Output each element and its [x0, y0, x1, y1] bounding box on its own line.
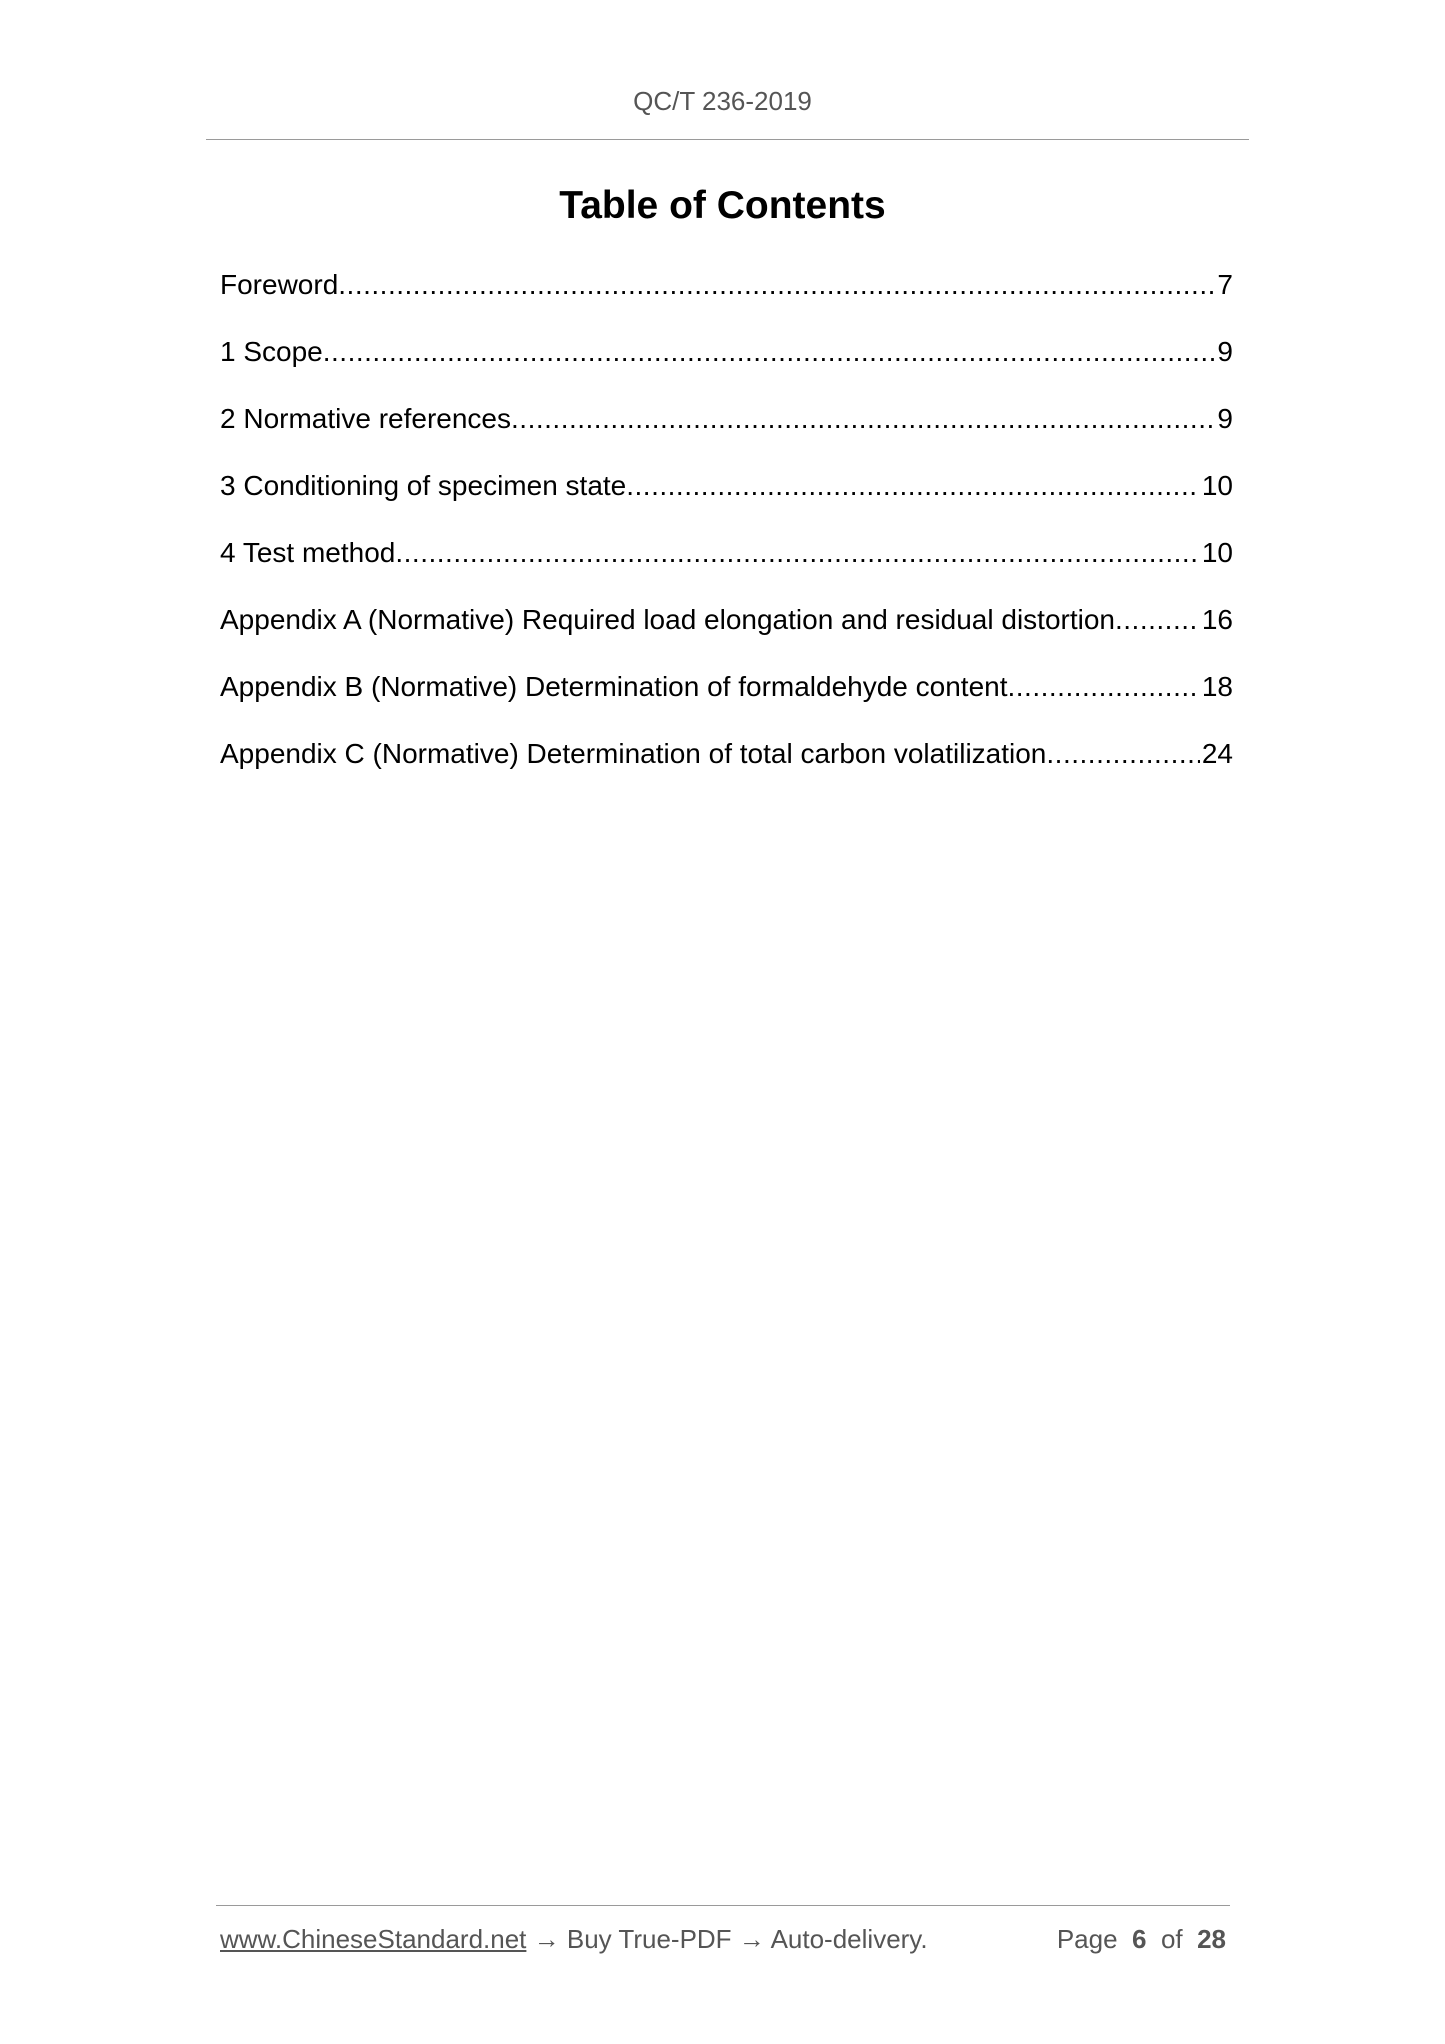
toc-entry-page: 24 — [1201, 738, 1233, 769]
site-link[interactable]: www.ChineseStandard.net — [220, 1924, 527, 1954]
toc-entry-appendix-b[interactable] — [220, 665, 1233, 732]
toc-entry-test-method[interactable] — [220, 531, 1233, 598]
toc-entry-label: 4 Test method — [220, 537, 396, 568]
toc-dot-leader — [626, 464, 1200, 508]
toc-entry-page: 16 — [1201, 604, 1233, 635]
header-divider — [206, 139, 1249, 140]
toc-list — [220, 263, 1233, 799]
toc-dot-leader — [323, 330, 1216, 374]
page-footer — [220, 1924, 1226, 1955]
toc-dot-leader — [1115, 598, 1200, 642]
toc-entry-page: 10 — [1201, 470, 1233, 501]
toc-dot-leader — [395, 531, 1199, 575]
page-word: Page — [1056, 1924, 1118, 1954]
toc-entry-appendix-a[interactable] — [220, 598, 1233, 665]
toc-entry-page: 18 — [1201, 671, 1233, 702]
toc-title: Table of Contents — [559, 184, 886, 227]
page-indicator — [1057, 1924, 1226, 1955]
toc-entry-label: 2 Normative references — [220, 403, 512, 434]
page-current: 6 — [1132, 1924, 1147, 1954]
page-total: 28 — [1197, 1924, 1226, 1954]
toc-dot-leader — [1046, 732, 1199, 776]
toc-entry-label: 1 Scope — [220, 336, 323, 367]
toc-entry-page: 9 — [1217, 336, 1233, 367]
toc-entry-label: Appendix A (Normative) Required load elongation and residual distortion — [220, 604, 1115, 635]
toc-entry-appendix-c[interactable] — [220, 732, 1233, 799]
toc-entry-foreword[interactable] — [220, 263, 1233, 330]
of-word: of — [1160, 1924, 1183, 1954]
toc-entry-label: Appendix B (Normative) Determination of formaldehyde content — [220, 671, 1008, 702]
toc-entry-scope[interactable] — [220, 330, 1233, 397]
toc-dot-leader — [511, 397, 1215, 441]
toc-dot-leader — [338, 263, 1215, 307]
toc-entry-conditioning[interactable] — [220, 464, 1233, 531]
toc-entry-page: 7 — [1217, 269, 1233, 300]
toc-entry-page: 10 — [1201, 537, 1233, 568]
toc-dot-leader — [1008, 665, 1200, 709]
footer-divider — [216, 1905, 1230, 1906]
toc-entry-label: Foreword — [220, 269, 339, 300]
footer-promo-text: → Buy True-PDF → Auto-delivery. — [526, 1924, 928, 1954]
toc-entry-page: 9 — [1217, 403, 1233, 434]
toc-entry-label: 3 Conditioning of specimen state — [220, 470, 627, 501]
toc-entry-normative-references[interactable] — [220, 397, 1233, 464]
footer-promo — [220, 1924, 928, 1955]
toc-entry-label: Appendix C (Normative) Determination of total carbon volatilization — [220, 738, 1047, 769]
header-standard-code: QC/T 236-2019 — [633, 86, 812, 116]
